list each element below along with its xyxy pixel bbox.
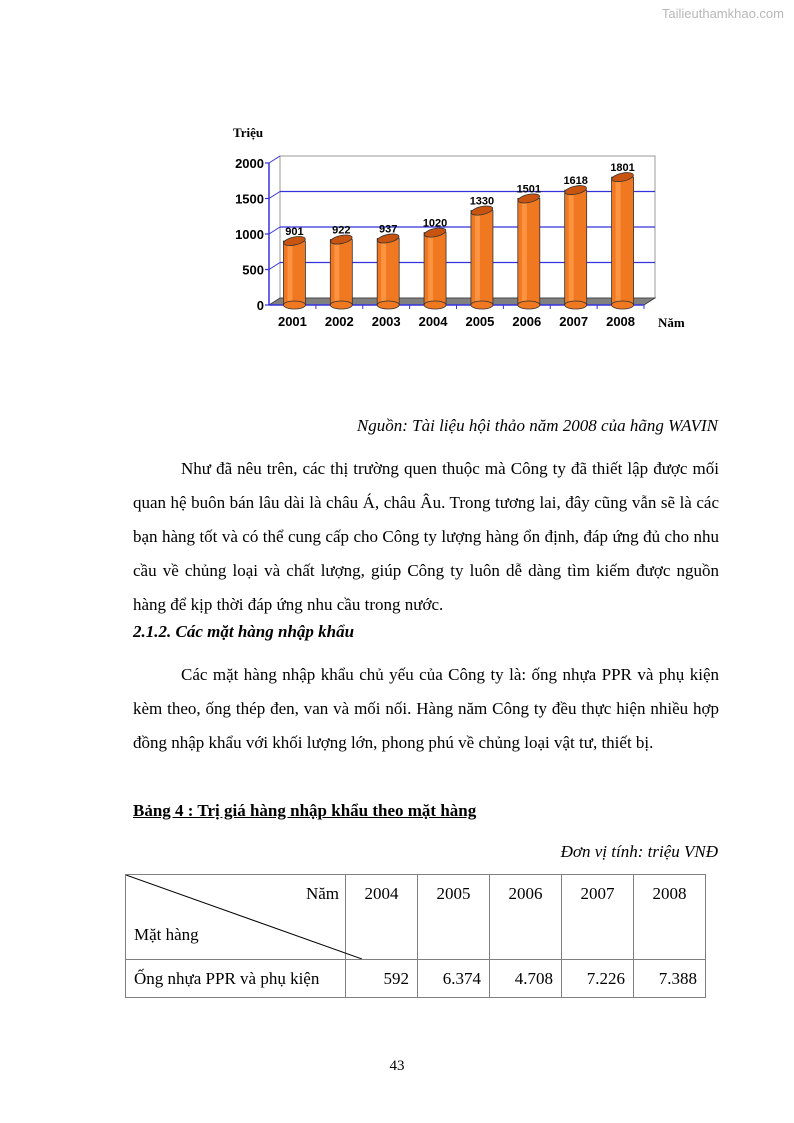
gridline-side [269, 227, 280, 234]
x-tick-label: 2005 [465, 314, 495, 329]
year-header: 2006 [490, 875, 562, 960]
bar [612, 177, 634, 305]
bar-base [330, 301, 352, 309]
year-header: 2004 [346, 875, 418, 960]
y-tick-label: 2000 [235, 156, 264, 171]
bar-highlight [428, 233, 433, 305]
data-label: 937 [379, 223, 398, 236]
value-cell: 7.226 [562, 960, 634, 998]
data-label: 1618 [563, 175, 588, 188]
bar-base [565, 301, 587, 309]
data-label: 1020 [422, 217, 448, 230]
value-cell: 592 [346, 960, 418, 998]
paragraph-1 [133, 452, 719, 622]
year-header: 2005 [418, 875, 490, 960]
value-cell: 7.388 [634, 960, 706, 998]
y-tick-label: 1000 [235, 227, 264, 242]
bar-highlight [569, 190, 574, 305]
section-heading: 2.1.2. Các mặt hàng nhập khẩu [133, 622, 355, 641]
table-row [126, 960, 706, 998]
bar-base [471, 301, 493, 309]
y-tick-label: 0 [256, 298, 264, 313]
watermark: Tailieuthamkhao.com [661, 6, 784, 21]
x-tick-label: 2002 [324, 314, 354, 329]
paragraph-2 [133, 658, 719, 760]
data-label: 922 [332, 224, 351, 237]
bar-highlight [287, 241, 292, 305]
gridline-side [269, 263, 280, 270]
y-axis-top [269, 156, 280, 163]
value-cell: 4.708 [490, 960, 562, 998]
data-label: 1801 [610, 162, 635, 175]
bar [518, 198, 540, 305]
corner-header-cell [126, 875, 346, 960]
y-tick-label: 1500 [235, 191, 264, 207]
table-header-row [126, 875, 706, 960]
x-axis-title: Năm [658, 315, 685, 330]
x-tick-label: 2001 [277, 314, 307, 329]
paragraph-1-text: Như đã nêu trên, các thị trường quen thuộc mà Công ty đã thiết lập được mối quan hệ buôn bán lâu dài là châu Á, châu Âu. Trong tương lai, đây cũng vẫn sẽ là các bạn hàng tốt và có thể cung cấp cho Công ty lượng hàng ổn định, đáp ứng đủ cho nhu cầu về chủng loại và chất lượng, giúp Công ty luôn dễ dàng tìm kiếm được nguồn hàng để kịp thời đáp ứng nhu cầu trong nước. [133, 459, 719, 614]
table-title: Bảng 4 : Trị giá hàng nhập khẩu theo mặt hàng [133, 801, 477, 820]
table-unit: Đơn vị tính: triệu VNĐ [560, 842, 718, 861]
x-tick-label: 2008 [606, 314, 636, 329]
corner-item-label: Mặt hàng [134, 925, 199, 944]
import-value-table [125, 874, 706, 998]
bar-base [377, 301, 399, 309]
bar-base [518, 301, 540, 309]
x-tick-label: 2006 [512, 314, 542, 329]
row-label: Ống nhựa PPR và phụ kiện [126, 960, 346, 998]
value-cell: 6.374 [418, 960, 490, 998]
corner-year-label: Năm [305, 884, 339, 903]
bar [471, 211, 493, 305]
paragraph-2-text: Các mặt hàng nhập khẩu chủ yếu của Công ty là: ống nhựa PPR và phụ kiện kèm theo, ống thép đen, van và mối nối. Hàng năm Công ty đều thực hiện nhiều hợp đồng nhập khẩu với khối lượng lớn, phong phú về chủng loại vật tư, thiết bị. [133, 665, 719, 752]
y-tick-label: 500 [242, 262, 264, 278]
bar [283, 241, 305, 305]
bar-chart [0, 0, 794, 360]
x-tick-label: 2007 [559, 314, 589, 329]
data-label: 1501 [516, 183, 542, 196]
y-axis-title: Triệu [233, 125, 264, 140]
bar [565, 190, 587, 305]
bar-base [424, 301, 446, 309]
x-tick-label: 2003 [371, 314, 401, 329]
bar-highlight [381, 238, 386, 305]
data-label: 901 [285, 226, 304, 239]
data-label: 1330 [469, 195, 495, 208]
x-tick-label: 2004 [418, 314, 448, 329]
bar-highlight [334, 240, 339, 305]
year-header: 2007 [562, 875, 634, 960]
bar [424, 233, 446, 305]
bar-base [612, 301, 634, 309]
bar [330, 240, 352, 305]
gridline-side [269, 192, 280, 199]
bar-highlight [522, 198, 527, 305]
bar-highlight [475, 211, 480, 305]
page-number: 43 [389, 1058, 405, 1074]
year-header: 2008 [634, 875, 706, 960]
source-note: Nguồn: Tài liệu hội thảo năm 2008 của hãng WAVIN [356, 416, 718, 435]
chart-floor [269, 298, 655, 305]
bar [377, 238, 399, 305]
bar-base [283, 301, 305, 309]
chart-canvas [0, 0, 794, 360]
bar-highlight [616, 177, 621, 305]
